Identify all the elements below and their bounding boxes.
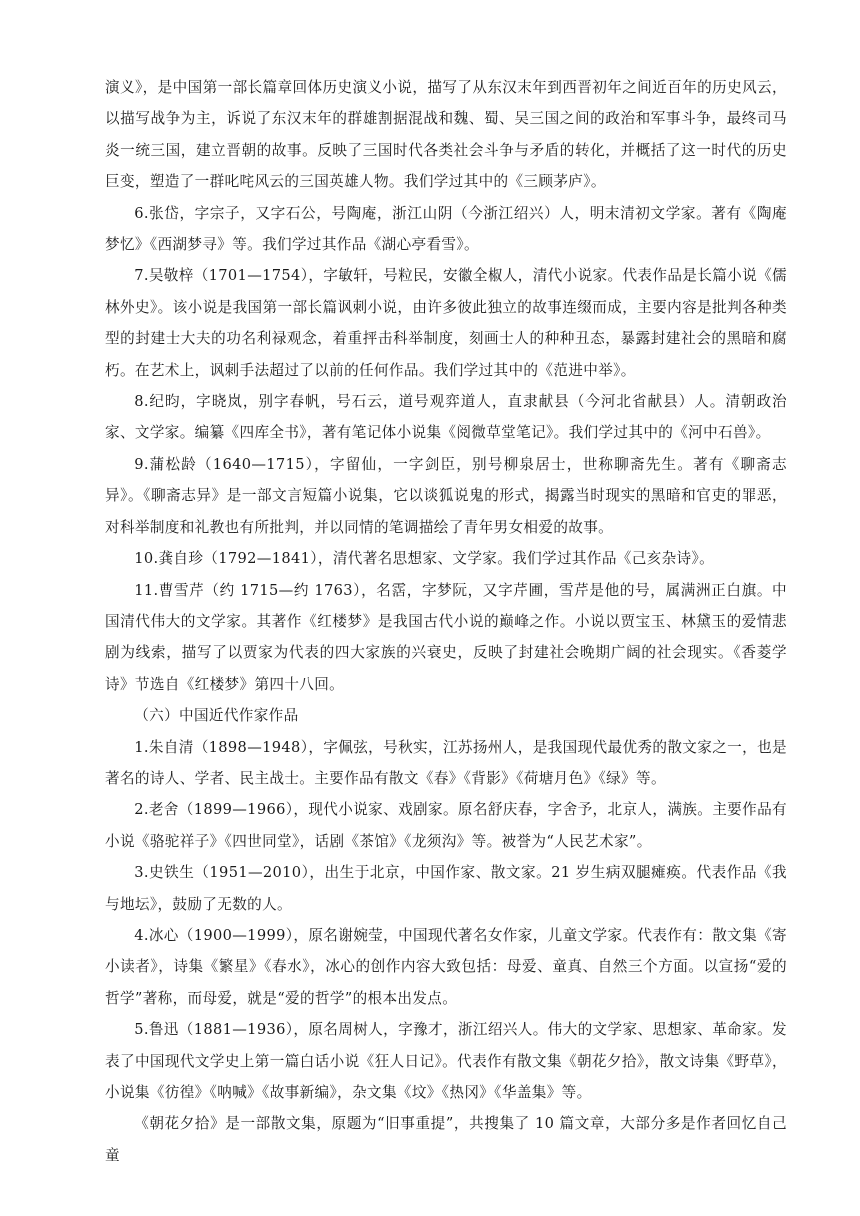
paragraph: 7.吴敬梓（1701—1754），字敏轩，号粒民，安徽全椒人，清代小说家。代表作品是长篇小说《儒林外史》。该小说是我国第一部长篇讽刺小说，由许多彼此独立的故事连缀而成，主要内容是批判各种类型的封建士大夫的功名利禄观念，着重抨击科举制度，刻画士人的种种丑态，暴露封建社会的黑暗和腐朽。在艺术上，讽刺手法超过了以前的任何作品。我们学过其中的《范进中举》。: [105, 267, 787, 379]
paragraph: 8.纪昀，字晓岚，别字春帆，号石云，道号观弈道人，直隶献县（今河北省献县）人。清朝政治家、文学家。编纂《四库全书》，著有笔记体小说集《阅微草堂笔记》。我们学过其中的《河中石兽》。: [105, 393, 787, 442]
paragraph: 10.龚自珍（1792—1841），清代著名思想家、文学家。我们学过其作品《己亥杂诗》。: [134, 550, 715, 568]
paragraph: 5.鲁迅（1881—1936），原名周树人，字豫才，浙江绍兴人。伟大的文学家、思想家、革命家。发表了中国现代文学史上第一篇白话小说《狂人日记》。代表作有散文集《朝花夕拾》，散文诗集《野草》，小说集《彷徨》《呐喊》《故事新编》，杂文集《坟》《热冈》《华盖集》等。: [105, 1021, 787, 1101]
section-heading: （六）中国近代作家作品: [134, 707, 299, 725]
paragraph: 6.张岱，字宗子，又字石公，号陶庵，浙江山阴（今浙江绍兴）人，明末清初文学家。著有《陶庵梦忆》《西湖梦寻》等。我们学过其作品《湖心亭看雪》。: [105, 204, 787, 254]
paragraph: 4.冰心（1900—1999），原名谢婉莹，中国现代著名女作家，儿童文学家。代表作有：散文集《寄小读者》，诗集《繁星》《春水》，冰心的创作内容大致包括：母爱、童真、自然三个方面。以宣扬“爱的哲学”著称，而母爱，就是“爱的哲学”的根本出发点。: [105, 926, 787, 1007]
paragraph: 2.老舍（1899—1966），现代小说家、戏剧家。原名舒庆春，字舍予，北京人，满族。主要作品有小说《骆驼祥子》《四世同堂》，话剧《茶馆》《龙须沟》等。被誉为“人民艺术家”。: [105, 801, 787, 850]
paragraph: 11.曹雪芹（约 1715—约 1763），名霑，字梦阮，又字芹圃，雪芹是他的号，属满洲正白旗。中国清代伟大的文学家。其著作《红楼梦》是我国古代小说的巅峰之作。小说以贾宝玉、林黛玉的爱情悲剧为线索，描写了以贾家为代表的四大家族的兴衰史，反映了封建社会晚期广阔的社会现实。《香菱学诗》节选自《红楼梦》第四十八回。: [105, 581, 787, 693]
paragraph: 《朝花夕拾》是一部散文集，原题为“旧事重提”，共搜集了 10 篇文章，大部分多是作者回忆自己童: [105, 1115, 787, 1164]
paragraph: 1.朱自清（1898—1948），字佩弦，号秋实，江苏扬州人，是我国现代最优秀的散文家之一，也是著名的诗人、学者、民主战士。主要作品有散文《春》《背影》《荷塘月色》《绿》等。: [105, 738, 787, 787]
paragraph: 3.史铁生（1951—2010），出生于北京，中国作家、散文家。21 岁生病双腿瘫痪。代表作品《我与地坛》，鼓励了无数的人。: [105, 864, 787, 913]
paragraph: 演义》，是中国第一部长篇章回体历史演义小说，描写了从东汉末年到西晋初年之间近百年的历史风云，以描写战争为主，诉说了东汉末年的群雄割据混战和魏、蜀、吴三国之间的政治和军事斗争，最终司马炎一统三国，建立晋朝的故事。反映了三国时代各类社会斗争与矛盾的转化，并概括了这一时代的历史巨变，塑造了一群叱咤风云的三国英雄人物。我们学过其中的《三顾茅庐》。: [105, 79, 787, 191]
document-page: [105, 72, 787, 1171]
paragraph: 9.蒲松龄（1640—1715），字留仙，一字剑臣，别号柳泉居士，世称聊斋先生。著有《聊斋志异》。《聊斋志异》是一部文言短篇小说集，它以谈狐说鬼的形式，揭露当时现实的黑暗和官吏的罪恶，对科举制度和礼教也有所批判，并以同情的笔调描绘了青年男女相爱的故事。: [105, 455, 787, 536]
